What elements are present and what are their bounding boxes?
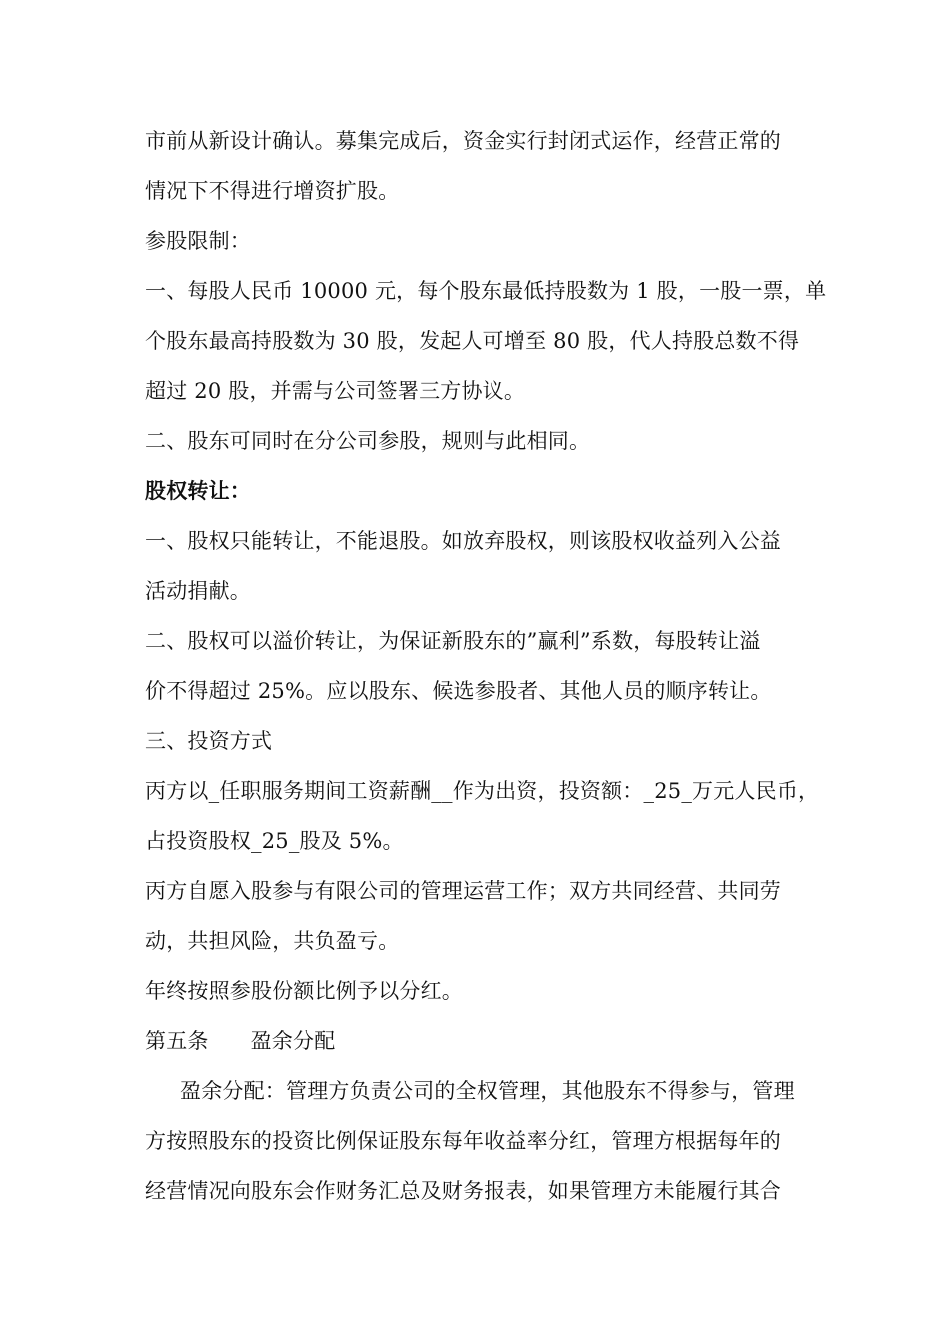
- paragraph-line: 情况下不得进行增资扩股。: [145, 179, 400, 203]
- paragraph-line: 盈余分配：管理方负责公司的全权管理，其他股东不得参与，管理: [180, 1079, 795, 1103]
- paragraph-line: 占投资股权_25_股及 5%。: [145, 829, 404, 853]
- paragraph-line: 经营情况向股东会作财务汇总及财务报表，如果管理方未能履行其合: [145, 1179, 781, 1203]
- paragraph-line: 二、股东可同时在分公司参股，规则与此相同。: [145, 429, 591, 453]
- paragraph-line: 活动捐献。: [145, 579, 251, 603]
- paragraph-line: 年终按照参股份额比例予以分红。: [145, 979, 463, 1003]
- article-number: 第五条: [145, 1029, 209, 1053]
- section-label: 三、投资方式: [145, 729, 273, 753]
- paragraph-line: 一、每股人民币 10000 元，每个股东最低持股数为 1 股，一股一票，单: [145, 279, 827, 303]
- section-label: 参股限制：: [145, 229, 251, 253]
- paragraph-line: 一、股权只能转让，不能退股。如放弃股权，则该股权收益列入公益: [145, 529, 781, 553]
- section-heading: 股权转让：: [145, 478, 251, 503]
- paragraph-line: 价不得超过 25%。应以股东、候选参股者、其他人员的顺序转让。: [145, 679, 772, 703]
- paragraph-line: 丙方自愿入股参与有限公司的管理运营工作；双方共同经营、共同劳: [145, 879, 781, 903]
- paragraph-line: 丙方以_任职服务期间工资薪酬__作为出资，投资额：_25_万元人民币，: [145, 779, 820, 803]
- paragraph-line: 二、股权可以溢价转让，为保证新股东的”赢利”系数，每股转让溢: [145, 629, 761, 653]
- paragraph-line: 超过 20 股，并需与公司签署三方协议。: [145, 379, 526, 403]
- article-title: 盈余分配: [250, 1029, 336, 1053]
- article-heading: [145, 1016, 810, 1066]
- document-body: [145, 116, 827, 1216]
- paragraph-line: 个股东最高持股数为 30 股，发起人可增至 80 股，代人持股总数不得: [145, 329, 800, 353]
- paragraph-line: 市前从新设计确认。募集完成后，资金实行封闭式运作，经营正常的: [145, 129, 781, 153]
- paragraph-line: 方按照股东的投资比例保证股东每年收益率分红，管理方根据每年的: [145, 1129, 781, 1153]
- paragraph-line: 动，共担风险，共负盈亏。: [145, 929, 400, 953]
